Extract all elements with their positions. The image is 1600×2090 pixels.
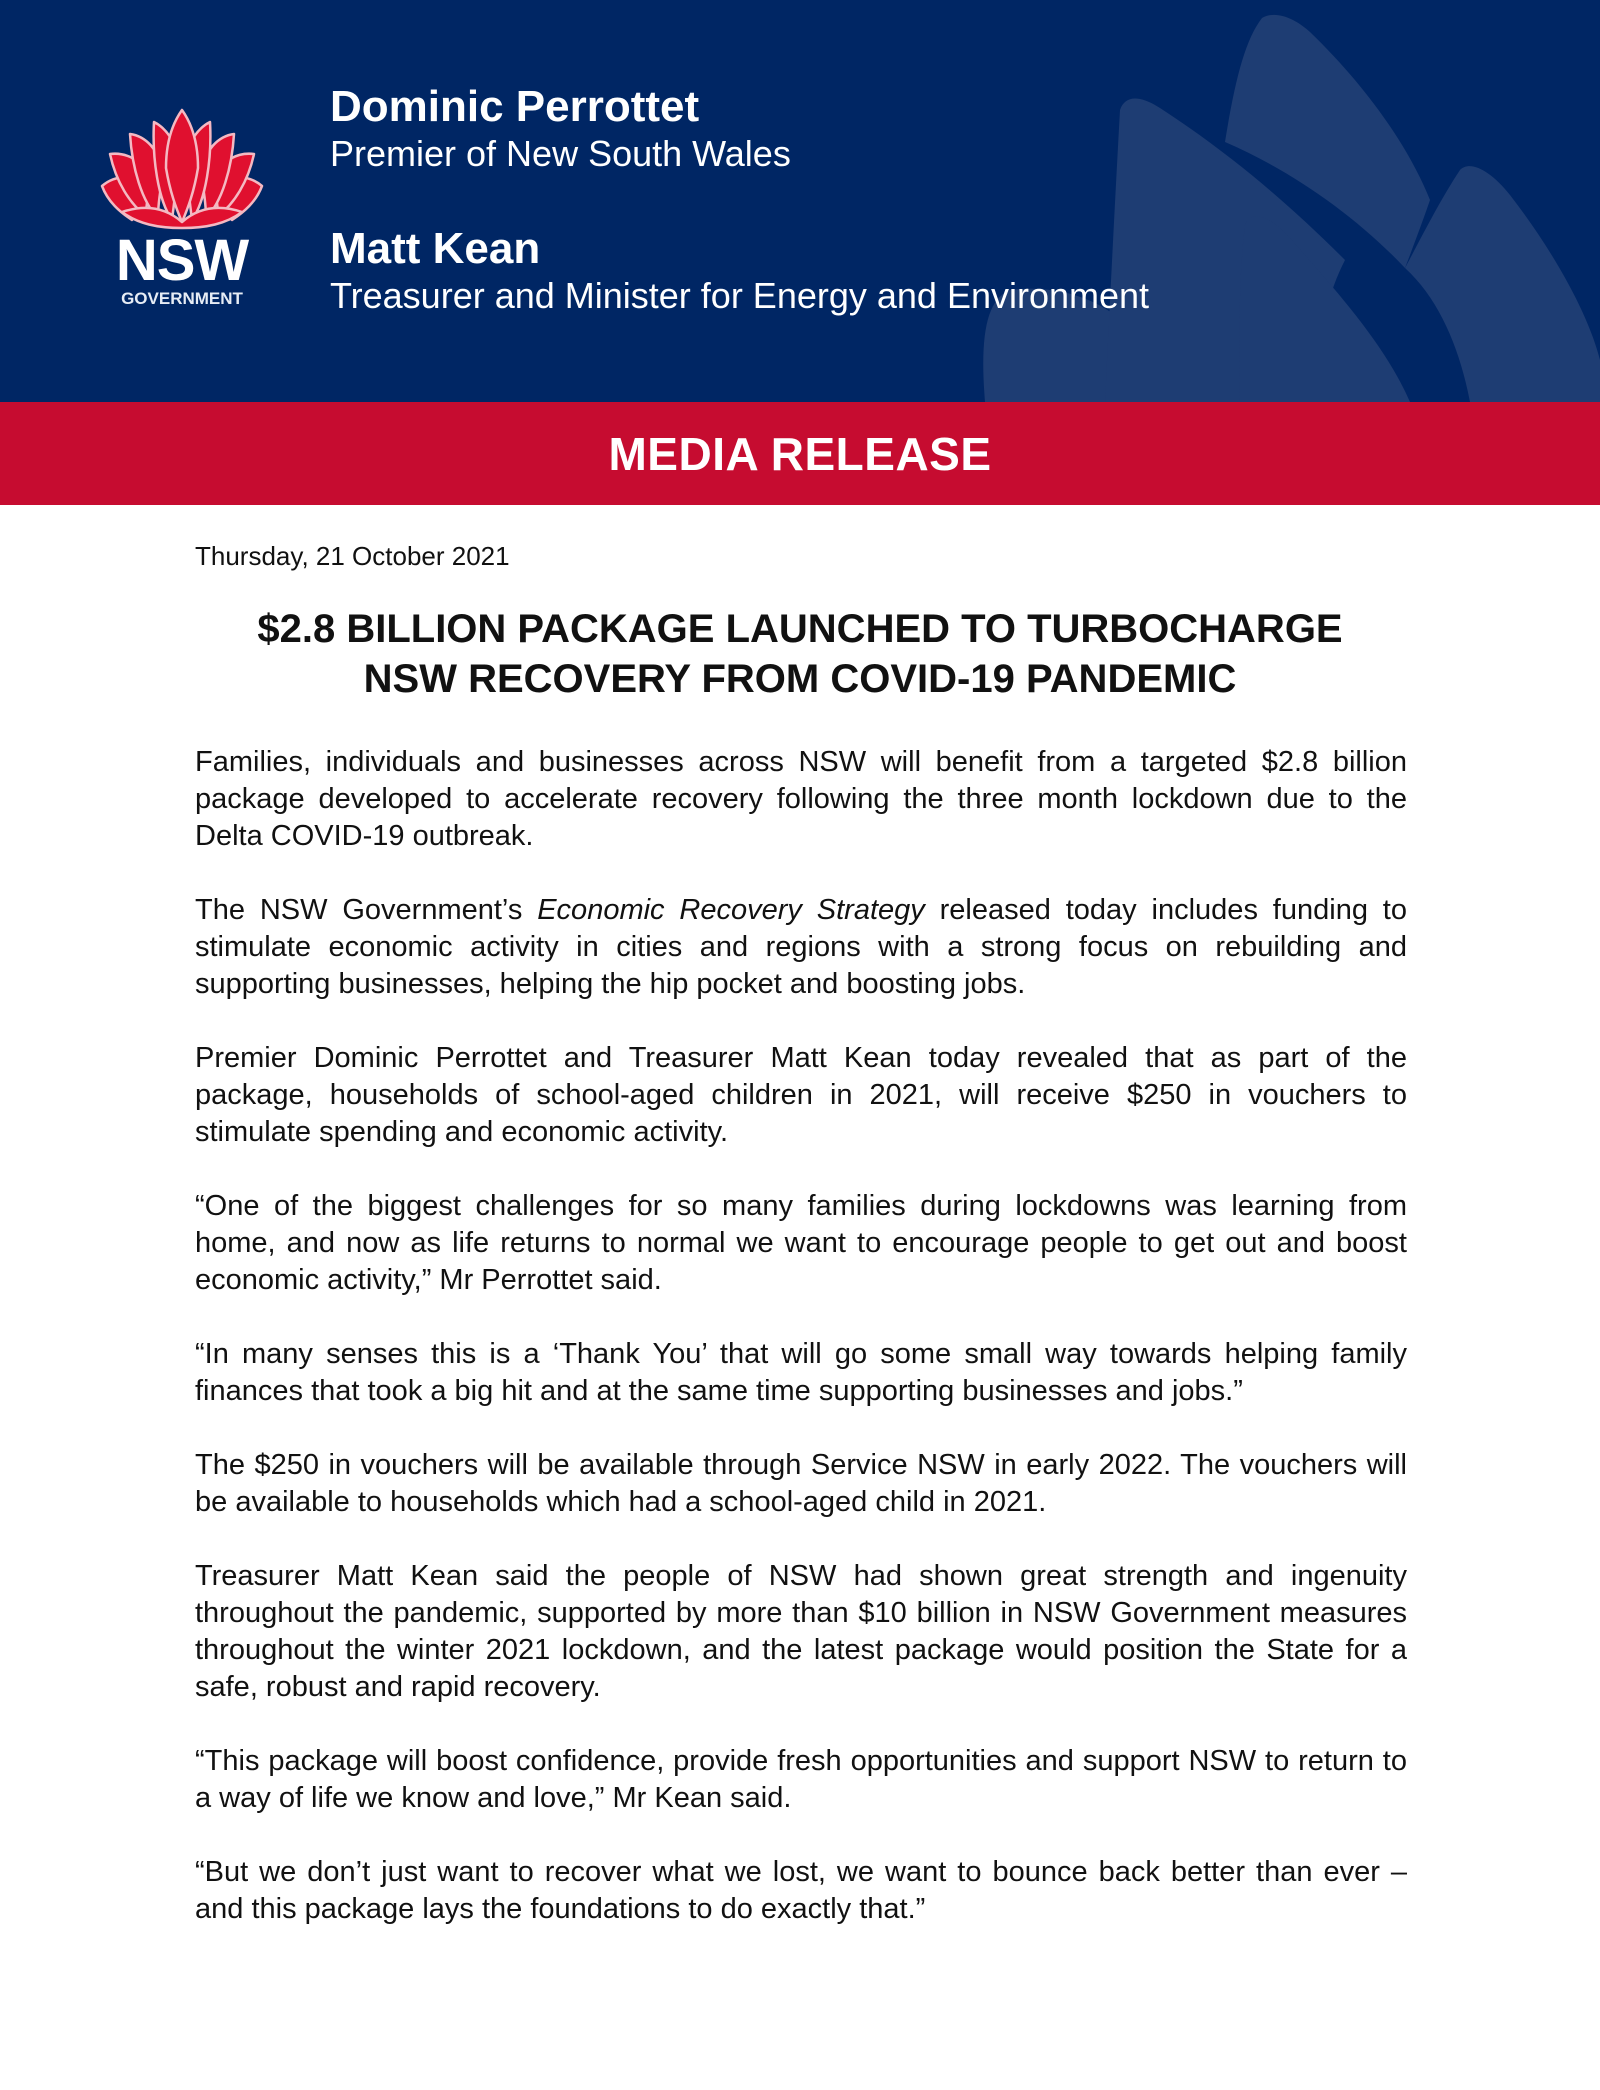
minister-role: Premier of New South Wales (330, 133, 791, 174)
banner-label: MEDIA RELEASE (608, 427, 992, 480)
minister-role: Treasurer and Minister for Energy and Environment (330, 275, 1150, 316)
paragraph: The $250 in vouchers will be available through Service NSW in early 2022. The vouchers will be available to households which had a school-aged child in 2021. (195, 1449, 1407, 1518)
headline-line-2: NSW RECOVERY FROM COVID-19 PANDEMIC (363, 657, 1237, 701)
paragraph: “In many senses this is a ‘Thank You’ that will go some small way towards helping family finances that took a big hit and at the same time supporting businesses and jobs.” (195, 1338, 1407, 1407)
headline (150, 604, 1450, 704)
headline-line-1: $2.8 BILLION PACKAGE LAUNCHED TO TURBOCHARGE (257, 607, 1343, 651)
release-body (195, 744, 1407, 1965)
minister-block-premier (330, 82, 791, 176)
paragraph: Treasurer Matt Kean said the people of NSW had shown great strength and ingenuity throughout the pandemic, supported by more than $10 billion in NSW Government measures throughout the winter 2021 lockdown, and the latest package would position the State for a safe, robust and rapid recovery. (195, 1560, 1407, 1703)
release-date: Thursday, 21 October 2021 (195, 541, 510, 571)
strategy-title: Economic Recovery Strategy (537, 894, 925, 926)
letterhead-header (0, 0, 1600, 402)
paragraph: “But we don’t just want to recover what we lost, we want to bounce back better than ever – and this package lays the foundations to do exactly that.” (195, 1856, 1407, 1925)
paragraph (195, 892, 1407, 1003)
minister-name: Matt Kean (330, 224, 541, 273)
paragraph: “This package will boost confidence, provide fresh opportunities and support NSW to return to a way of life we know and love,” Mr Kean said. (195, 1745, 1407, 1814)
minister-block-treasurer (330, 224, 1149, 318)
paragraph: Premier Dominic Perrottet and Treasurer Matt Kean today revealed that as part of the package, households of school-aged children in 2021, will receive $250 in vouchers to stimulate spending and economic activity. (195, 1042, 1407, 1148)
waratah-flower-icon (96, 108, 268, 308)
nsw-government-logo (96, 108, 268, 308)
logo-wordmark: NSW (115, 228, 249, 293)
paragraph-text: released today includes funding to stimulate economic activity in cities and regions with a strong focus on rebuilding and supporting businesses, helping the hip pocket and boosting jobs. (195, 894, 1407, 1000)
paragraph-text: The NSW Government’s (195, 894, 538, 926)
logo-subtext: GOVERNMENT (121, 289, 243, 308)
paragraph: “One of the biggest challenges for so many families during lockdowns was learning from home, and now as life returns to normal we want to encourage people to get out and boost economic activity,” Mr Perrottet said. (195, 1190, 1407, 1296)
minister-name: Dominic Perrottet (330, 82, 700, 131)
media-release-banner (0, 402, 1600, 505)
paragraph: Families, individuals and businesses across NSW will benefit from a targeted $2.8 billion package developed to accelerate recovery following the three month lockdown due to the Delta COVID-19 outbreak. (195, 746, 1407, 852)
